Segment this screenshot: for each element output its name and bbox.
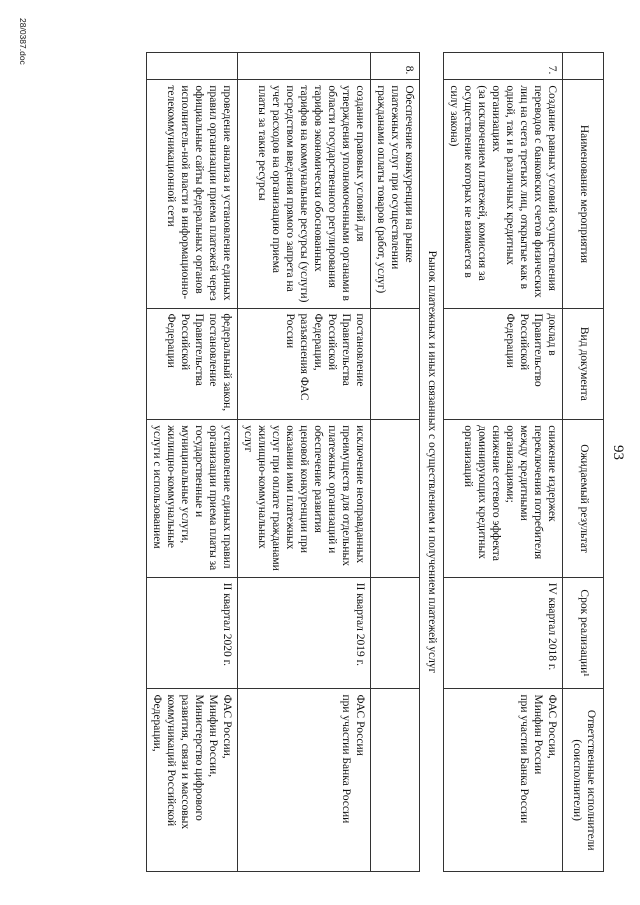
header-expected-result: Ожидаемый результат — [563, 420, 604, 577]
table-header-row — [563, 53, 604, 872]
term-cell: IV квартал 2018 г. — [444, 577, 563, 689]
document-file-code: 28/0387.doc — [18, 18, 28, 65]
document-type-cell: доклад в Правительство Российской Федерации — [444, 308, 563, 420]
table-row-8-sub-1 — [238, 53, 371, 872]
document-type-cell: федеральный закон, постановление Правительства Российской Федерации — [146, 308, 237, 420]
measure-cell: проведение анализа и установление единых правил организации приема платежей через официальные сайты федеральных органов исполнитель-ной власти в информационно-телекоммуникационной сети — [146, 80, 237, 308]
responsible-cell: ФАС России, Минфин России при участии Банка России — [444, 689, 563, 872]
table-row-8 — [371, 53, 420, 872]
row-number-empty — [146, 53, 237, 80]
responsible-cell: ФАС России при участии Банка России — [238, 689, 371, 872]
term-cell: II квартал 2020 г. — [146, 577, 237, 689]
header-term: Срок реализации¹ — [563, 577, 604, 689]
header-number — [563, 53, 604, 80]
empty-cell — [371, 577, 420, 689]
row-number: 8. — [371, 53, 420, 80]
expected-result-cell: установление единых правил организации приема платы за государственные и муниципальные услуги, жилищно-коммунальные услуги с использованием — [146, 420, 237, 577]
header-measure: Наименование мероприятия — [563, 80, 604, 308]
section-title: Рынок платежных и иных связанных с осуществлением и получением платежей услуг — [420, 53, 444, 872]
empty-cell — [371, 420, 420, 577]
term-cell: II квартал 2019 г. — [238, 577, 371, 689]
section-heading-row — [420, 53, 444, 872]
expected-result-cell: снижение издержек переключения потребителя между кредитными организациями; снижение сетевого эффекта доминирующих кредитных организаций — [444, 420, 563, 577]
page-number: 93 — [610, 445, 626, 460]
table-row-7 — [444, 53, 563, 872]
measure-cell: создание правовых условий для утверждения уполномоченными органами в области государственного регулирования тарифов экономически обоснованных тарифов на коммунальные ресурсы (услуги) посредством введения прямого запрета на учет расходов на организацию приема платы за такие ресурсы — [238, 80, 371, 308]
row-number: 7. — [444, 53, 563, 80]
expected-result-cell: исключение неоправданных преимуществ для отдельных платежных организаций и обеспечение развития ценовой конкуренции при оказании ими платежных услуг при оплате гражданами жилищно-коммунальных услуг — [238, 420, 371, 577]
measure-cell: Создание равных условий осуществления переводов с банковских счетов физических лиц на счета третьих лиц, открытые как в одной, так и в различных кредитных организациях (за исключением платежей, комиссия за осуществление которых не взимается в силу закона) — [444, 80, 563, 308]
responsible-cell: ФАС России, Минфин России, Министерство цифрового развития, связи и массовых коммуникаций Российской Федерации, — [146, 689, 237, 872]
empty-cell — [371, 308, 420, 420]
document-type-cell: постановление Правительства Российской Федерации, разъяснения ФАС России — [238, 308, 371, 420]
header-responsible: Ответственные исполнители (соисполнители) — [563, 689, 604, 872]
empty-cell — [371, 689, 420, 872]
measure-cell: Обеспечение конкуренции на рынке платежных услуг при осуществлении гражданами оплаты товаров (работ, услуг) — [371, 80, 420, 308]
action-plan-table — [146, 52, 604, 872]
row-number-empty — [238, 53, 371, 80]
header-document-type: Вид документа — [563, 308, 604, 420]
table-row-8-sub-2 — [146, 53, 237, 872]
